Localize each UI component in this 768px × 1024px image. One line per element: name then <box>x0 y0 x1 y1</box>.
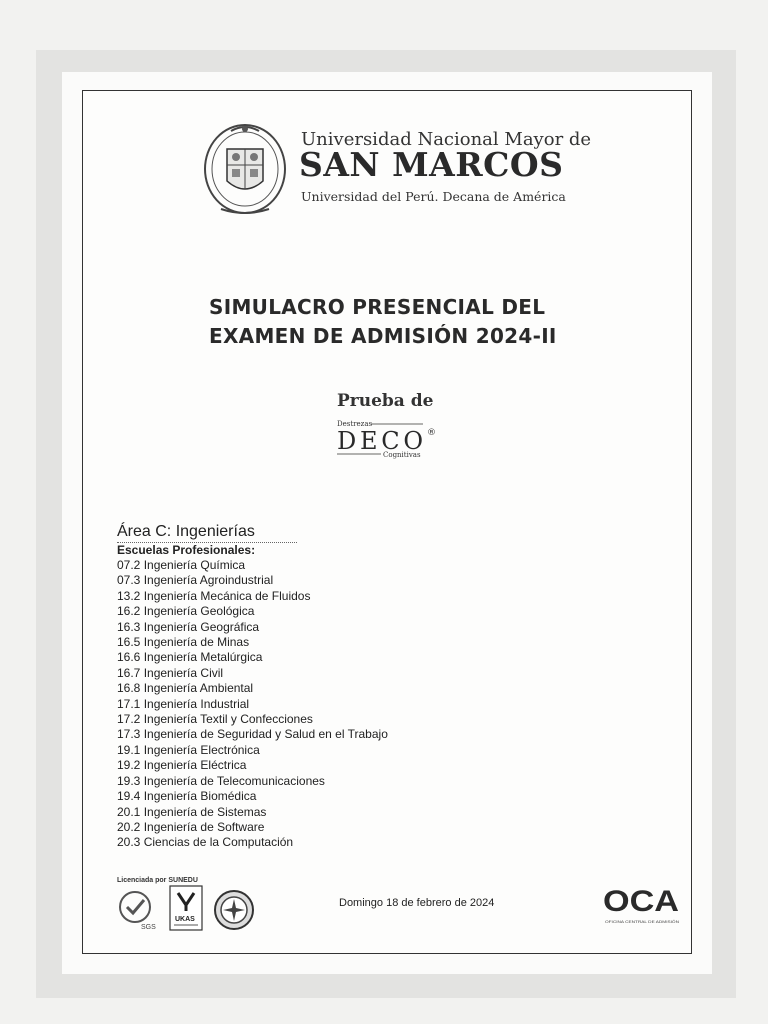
exam-title <box>209 293 629 351</box>
list-item: 17.3 Ingeniería de Seguridad y Salud en el Trabajo <box>117 727 388 742</box>
deco-logo <box>337 417 449 461</box>
list-item: 16.7 Ingeniería Civil <box>117 665 224 680</box>
list-item: 16.2 Ingeniería Geológica <box>117 604 255 619</box>
list-item: 20.3 Ciencias de la Computación <box>117 835 294 850</box>
deco-top-text: Destrezas <box>337 420 373 428</box>
schools-heading: Escuelas Profesionales: <box>117 543 256 557</box>
list-item: 20.1 Ingeniería de Sistemas <box>117 804 267 819</box>
list-item: 17.2 Ingeniería Textil y Confecciones <box>117 712 313 727</box>
deco-bottom-text: Cognitivas <box>383 451 421 459</box>
list-item: 17.1 Ingeniería Industrial <box>117 696 250 711</box>
exam-date: Domingo 18 de febrero de 2024 <box>339 897 495 909</box>
university-header <box>201 119 621 223</box>
ukas-certification-logo <box>169 885 203 931</box>
list-item: 19.2 Ingeniería Eléctrica <box>117 758 247 773</box>
university-name: SAN MARCOS <box>299 145 564 184</box>
list-item: 07.2 Ingeniería Química <box>117 558 246 572</box>
list-item: 16.5 Ingeniería de Minas <box>117 635 250 650</box>
sunedu-license: Licenciada por SUNEDU <box>117 877 198 884</box>
list-item: 13.2 Ingeniería Mecánica de Fluidos <box>117 588 311 603</box>
seal-round-logo <box>213 889 255 931</box>
list-item: 19.1 Ingeniería Electrónica <box>117 742 260 757</box>
university-line1: Universidad Nacional Mayor de <box>301 129 592 150</box>
list-item: 07.3 Ingeniería Agroindustrial <box>117 573 274 588</box>
list-item: 19.4 Ingeniería Biomédica <box>117 789 257 804</box>
list-item: 16.8 Ingeniería Ambiental <box>117 681 254 696</box>
university-tagline: Universidad del Perú. Decana de América <box>301 189 566 204</box>
list-item: 19.3 Ingeniería de Telecomunicaciones <box>117 773 325 788</box>
list-item: 20.2 Ingeniería de Software <box>117 819 265 834</box>
list-item: 16.6 Ingeniería Metalúrgica <box>117 650 263 665</box>
university-seal-icon <box>201 119 289 219</box>
area-title: Área C: Ingenierías <box>117 523 297 543</box>
oca-logo <box>603 881 683 927</box>
cover-page <box>82 90 692 954</box>
sgs-certification-logo <box>117 889 159 931</box>
oca-subtitle: OFICINA CENTRAL DE ADMISIÓN <box>605 919 680 924</box>
oca-logo-text: OCA <box>603 885 679 918</box>
deco-main-text: DECO <box>337 427 423 455</box>
deco-registered: ® <box>427 428 436 438</box>
exam-title-line2: EXAMEN DE ADMISIÓN 2024-II <box>209 324 557 348</box>
prueba-label: Prueba de <box>337 391 434 411</box>
ukas-label: UKAS <box>175 916 195 923</box>
schools-list <box>117 543 388 851</box>
list-item: 16.3 Ingeniería Geográfica <box>117 619 260 634</box>
sgs-label: SGS <box>141 924 156 931</box>
exam-title-line1: SIMULACRO PRESENCIAL DEL <box>209 295 546 319</box>
